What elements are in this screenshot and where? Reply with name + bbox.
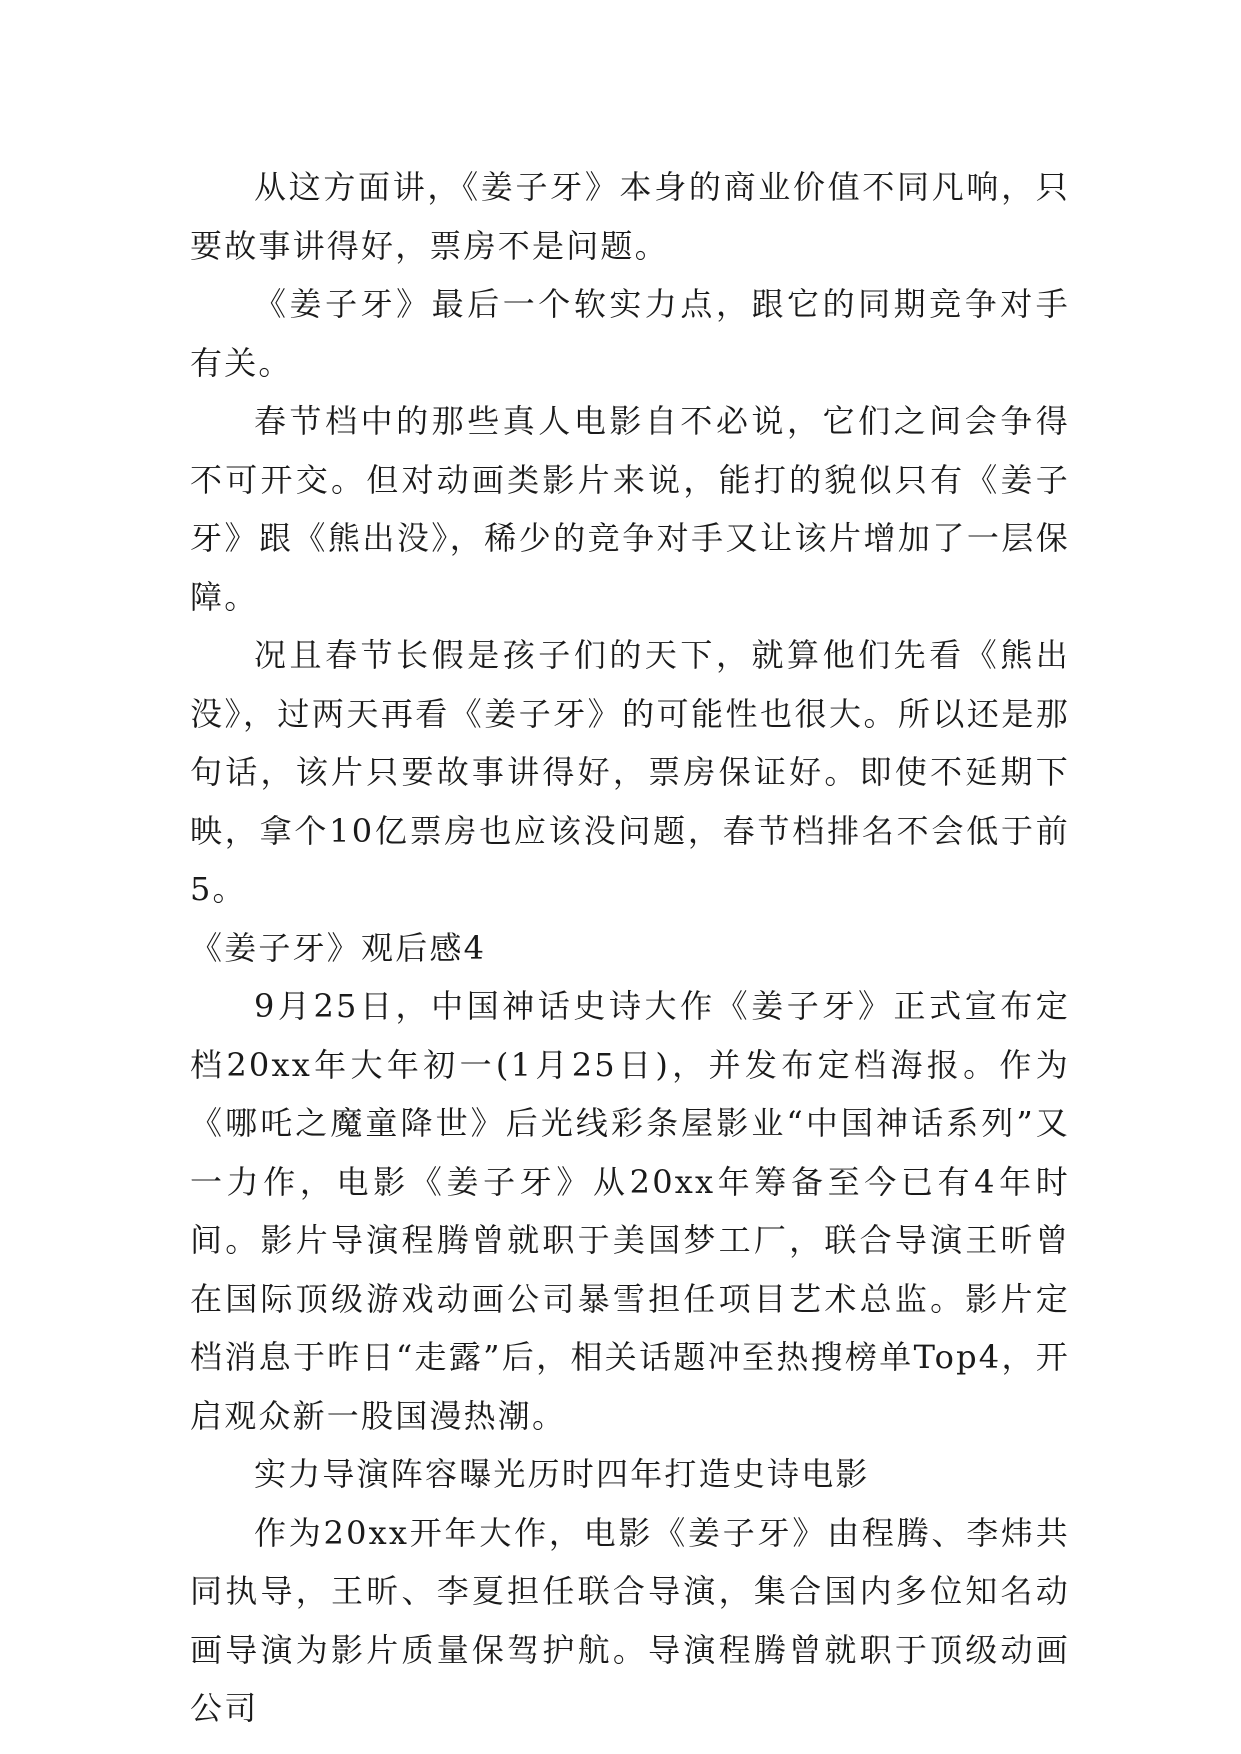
paragraph-1: 从这方面讲，《姜子牙》本身的商业价值不同凡响，只要故事讲得好，票房不是问题。 [190, 168, 1070, 265]
paragraph-3: 春节档中的那些真人电影自不必说，它们之间会争得不可开交。但对动画类影片来说，能打的貌似只有《姜子牙》跟《熊出没》，稀少的竞争对手又让该片增加了一层保障。 [190, 402, 1070, 616]
section-heading: 《姜子牙》观后感4 [190, 928, 487, 967]
paragraph-5: 9月25日，中国神话史诗大作《姜子牙》正式宣布定档20xx年大年初一(1月25日)，并发布定档海报。作为《哪吒之魔童降世》后光线彩条屋影业“中国神话系列”又一力作，电影《姜子牙》从20xx年筹备至今已有4年时间。影片导演程腾曾就职于美国梦工厂，联合导演王昕曾在国际顶级游戏动画公司暴雪担任项目艺术总监。影片定档消息于昨日“走露”后，相关话题冲至热搜榜单Top4，开启观众新一股国漫热潮。 [190, 987, 1070, 1435]
paragraph-2: 《姜子牙》最后一个软实力点，跟它的同期竞争对手有关。 [190, 285, 1070, 382]
document-body [190, 158, 1070, 1738]
subheading-paragraph: 实力导演阵容曝光历时四年打造史诗电影 [254, 1455, 870, 1493]
paragraph-4: 况且春节长假是孩子们的天下，就算他们先看《熊出没》，过两天再看《姜子牙》的可能性也很大。所以还是那句话，该片只要故事讲得好，票房保证好。即使不延期下映，拿个10亿票房也应该没问题，春节档排名不会低于前5。 [190, 636, 1070, 908]
paragraph-6: 作为20xx开年大作，电影《姜子牙》由程腾、李炜共同执导，王昕、李夏担任联合导演，集合国内多位知名动画导演为影片质量保驾护航。导演程腾曾就职于顶级动画公司 [190, 1513, 1070, 1727]
